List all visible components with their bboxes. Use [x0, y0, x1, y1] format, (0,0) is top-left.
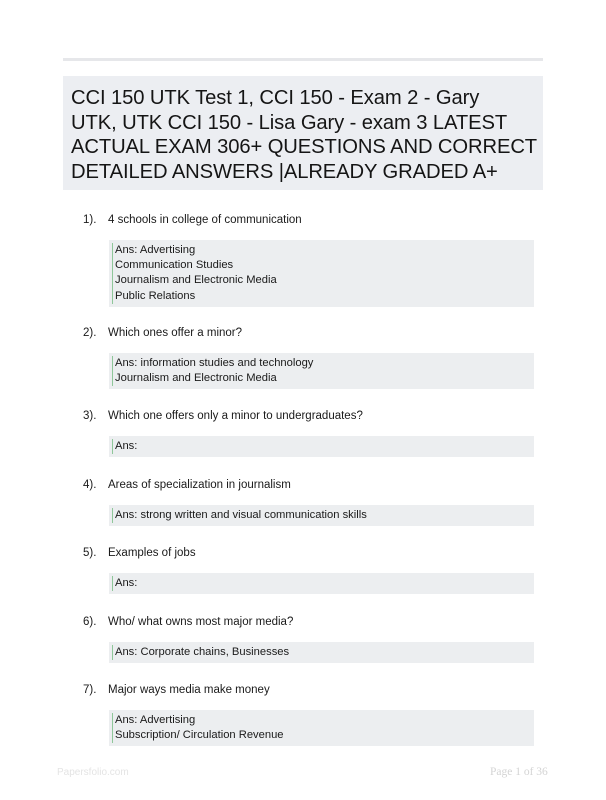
top-divider [63, 58, 543, 61]
question-number: 1). [83, 214, 97, 226]
answer-line: Communication Studies [115, 259, 234, 272]
title-line: DETAILED ANSWERS |ALREADY GRADED A+ [71, 160, 498, 183]
answer-line: Ans: [115, 440, 138, 452]
answer-line: Ans: [115, 577, 138, 589]
answer-box [109, 353, 534, 389]
question-number: 5). [83, 547, 97, 559]
question-text: Who/ what owns most major media? [108, 616, 294, 628]
answer-box [109, 436, 534, 457]
title-line: UTK, UTK CCI 150 - Lisa Gary - exam 3 LATEST [71, 111, 508, 134]
title-line: ACTUAL EXAM 306+ QUESTIONS AND CORRECT [71, 136, 538, 158]
document-title-block [63, 76, 543, 190]
question-text: Major ways media make money [108, 684, 270, 696]
answer-box [109, 573, 534, 594]
answer-line: Journalism and Electronic Media [115, 274, 277, 287]
question-text: Which one offers only a minor to undergraduates? [108, 410, 363, 422]
answer-box [109, 710, 534, 746]
question-number: 4). [83, 479, 97, 491]
title-line: CCI 150 UTK Test 1, CCI 150 - Exam 2 - Gary [71, 87, 480, 109]
question-text: Which ones offer a minor? [108, 327, 243, 339]
question-text: Examples of jobs [108, 547, 196, 559]
question-number: 2). [83, 327, 97, 339]
question-number: 6). [83, 616, 97, 628]
question-number: 7). [83, 684, 97, 696]
answer-line: Ans: Advertising [115, 714, 196, 726]
footer-watermark: Papersfolio.com [57, 767, 129, 778]
answer-line: Journalism and Electronic Media [115, 372, 277, 385]
answer-line: Ans: Advertising [115, 244, 196, 256]
answer-box [109, 240, 534, 307]
answer-box [109, 505, 534, 526]
answer-line: Ans: information studies and technology [115, 357, 314, 369]
answer-line: Subscription/ Circulation Revenue [115, 729, 284, 742]
question-number: 3). [83, 410, 97, 422]
question-text: Areas of specialization in journalism [108, 479, 291, 491]
answer-box [109, 642, 534, 663]
page-indicator: Page 1 of 36 [490, 766, 548, 778]
answer-line: Ans: strong written and visual communication skills [115, 509, 367, 521]
answer-line: Public Relations [115, 289, 196, 302]
document-title [71, 86, 538, 184]
question-text: 4 schools in college of communication [108, 214, 302, 226]
answer-line: Ans: Corporate chains, Businesses [115, 646, 290, 658]
